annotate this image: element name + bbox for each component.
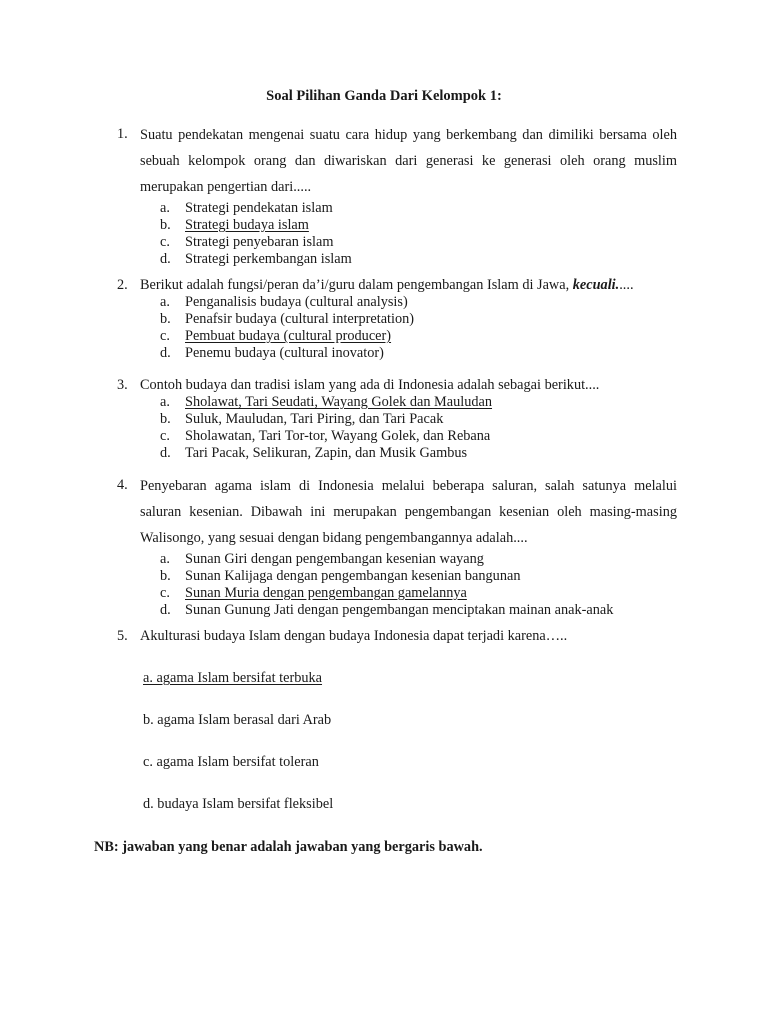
option-c: c. Sunan Muria dengan pengembangan gamelannya [160, 585, 467, 601]
option-list [160, 551, 677, 619]
question-3 [117, 377, 677, 462]
question-2 [117, 277, 677, 362]
page-title: Soal Pilihan Ganda Dari Kelompok 1: [266, 88, 502, 104]
emphasis-text: kecuali. [572, 277, 620, 293]
option-list [160, 294, 677, 362]
question-1 [117, 122, 677, 268]
option-c: c. agama Islam bersifat toleran [143, 754, 319, 770]
option-d: d. budaya Islam bersifat fleksibel [143, 796, 334, 812]
option-d: d. Penemu budaya (cultural inovator) [160, 345, 384, 361]
option-a: a. Penganalisis budaya (cultural analysis) [160, 294, 408, 310]
option-c: c. Strategi penyebaran islam [160, 234, 334, 250]
option-list [160, 394, 677, 462]
question-5 [117, 628, 677, 645]
option-d: d. Strategi perkembangan islam [160, 251, 352, 267]
option-a: a. agama Islam bersifat terbuka [143, 670, 323, 686]
question-number: 1. [117, 126, 128, 142]
question-number: 3. [117, 377, 128, 393]
question-text: Berikut adalah fungsi/peran da’i/guru dalam pengembangan Islam di Jawa, kecuali..... [140, 277, 634, 293]
option-a: a. Sunan Giri dengan pengembangan kesenian wayang [160, 551, 484, 567]
answer-note: NB: jawaban yang benar adalah jawaban yang bergaris bawah. [94, 839, 483, 855]
option-b: b. Suluk, Mauludan, Tari Piring, dan Tari Pacak [160, 411, 444, 427]
question-text: Akulturasi budaya Islam dengan budaya Indonesia dapat terjadi karena….. [140, 628, 568, 644]
option-c: c. Pembuat budaya (cultural producer) [160, 328, 392, 344]
question-text: Penyebaran agama islam di Indonesia melalui beberapa saluran, salah satunya melalui saluran kesenian. Dibawah ini merupakan pengembangan kesenian oleh masing-masing Walisongo, yang sesuai dengan bidang pengembangannya adalah.... [140, 478, 677, 546]
question-text: Contoh budaya dan tradisi islam yang ada di Indonesia adalah sebagai berikut.... [140, 377, 600, 393]
question-text: Suatu pendekatan mengenai suatu cara hidup yang berkembang dan dimiliki bersama oleh sebuah kelompok orang dan diwariskan dari generasi ke generasi oleh orang muslim merupakan pengertian dari..... [140, 127, 677, 195]
option-a: a. Sholawat, Tari Seudati, Wayang Golek dan Mauludan [160, 394, 493, 410]
option-d: d. Tari Pacak, Selikuran, Zapin, dan Musik Gambus [160, 445, 468, 461]
question-number: 5. [117, 628, 128, 644]
question-number: 2. [117, 277, 128, 293]
option-b: b. Strategi budaya islam [160, 217, 309, 233]
question-number: 4. [117, 477, 128, 493]
option-b: b. Penafsir budaya (cultural interpretation) [160, 311, 415, 327]
option-b: b. agama Islam berasal dari Arab [143, 712, 332, 728]
option-b: b. Sunan Kalijaga dengan pengembangan kesenian bangunan [160, 568, 521, 584]
option-a: a. Strategi pendekatan islam [160, 200, 333, 216]
option-list [160, 200, 677, 268]
option-d: d. Sunan Gunung Jati dengan pengembangan menciptakan mainan anak-anak [160, 602, 614, 618]
option-c: c. Sholawatan, Tari Tor-tor, Wayang Golek, dan Rebana [160, 428, 491, 444]
question-4 [117, 473, 677, 619]
